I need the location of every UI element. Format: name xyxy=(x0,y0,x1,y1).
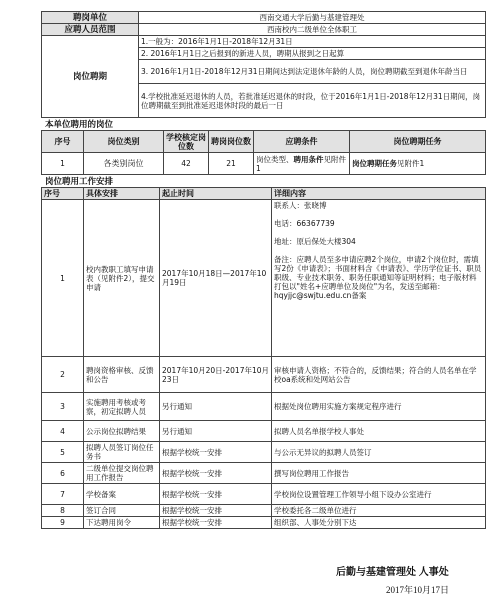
row-detail: 联系人：张晓博 电话：66367739 地址：原后保处大楼304 备注：应聘人员至多申请应聘2个岗位，申请2个岗位时，需填写2份《申请表》；书面材料含《申请表》、学历学位证书、职员职级、专业技术职务、职务任职通知等证明材料；电子版材料打包以"姓名+应聘单位及岗位"为名，发送至邮箱：hqyjjc@swjtu.edu.cn备案 xyxy=(272,200,486,357)
positions-header-no: 序号 xyxy=(42,131,84,153)
schedule-section-title: 岗位聘用工作安排 xyxy=(45,176,114,186)
document-date: 2017年10月17日 xyxy=(386,585,450,595)
positions-header-approved: 学校核定岗位数 xyxy=(164,131,209,153)
table-row xyxy=(42,463,486,484)
row-no: 7 xyxy=(42,484,84,505)
table-row xyxy=(42,505,486,517)
row-time: 根据学校统一安排 xyxy=(160,463,272,484)
period-item-3: 3. 2016年1月1日-2018年12月31日期间达到法定退休年龄的人员，岗位聘期截至到退休年龄当日 xyxy=(139,60,486,84)
positions-row-category: 各类别岗位 xyxy=(84,153,164,175)
row-detail: 根据处岗位聘用实施方案规定程序进行 xyxy=(272,393,486,421)
row-detail: 学校委托各二级单位进行 xyxy=(272,505,486,517)
schedule-header-time: 起止时间 xyxy=(160,188,272,200)
row-time: 2017年10月18日—2017年10月19日 xyxy=(160,200,272,357)
row-detail: 学校岗位设置管理工作领导小组下设办公室进行 xyxy=(272,484,486,505)
schedule-header-task: 具体安排 xyxy=(84,188,160,200)
schedule-header-detail: 详细内容 xyxy=(272,188,486,200)
row-time: 2017年10月20日-2017年10月23日 xyxy=(160,357,272,393)
row-no: 2 xyxy=(42,357,84,393)
row-detail: 审核申请人资格；不符合的，反馈结果；符合的人员名单在学校oa系统和处网站公告 xyxy=(272,357,486,393)
row-time: 根据学校统一安排 xyxy=(160,442,272,463)
row-detail: 组织部、人事处分别下达 xyxy=(272,517,486,529)
scope-label: 应聘人员范围 xyxy=(42,24,139,36)
row-task: 校内教职工填写申请表（见附件2），提交申请 xyxy=(84,200,160,357)
row-time: 根据学校统一安排 xyxy=(160,517,272,529)
unit-value: 西南交通大学后勤与基建管理处 xyxy=(139,12,486,24)
row-detail: 与公示无异议的拟聘人员签订 xyxy=(272,442,486,463)
row-no: 9 xyxy=(42,517,84,529)
row-task: 公示岗位拟聘结果 xyxy=(84,421,160,442)
row-no: 6 xyxy=(42,463,84,484)
positions-header-condition: 应聘条件 xyxy=(254,131,350,153)
period-label: 岗位聘期 xyxy=(42,36,139,118)
table-row xyxy=(42,484,486,505)
condition-bold: 聘用条件 xyxy=(293,154,324,164)
positions-row-no: 1 xyxy=(42,153,84,175)
period-item-1: 1.一般为：2016年1月1日-2018年12月31日 xyxy=(139,36,486,48)
table-row xyxy=(42,393,486,421)
positions-header-task: 岗位聘期任务 xyxy=(350,131,486,153)
table-row xyxy=(42,517,486,529)
row-time: 另行通知 xyxy=(160,393,272,421)
row-task: 实施聘用考核或考察，初定拟聘人员 xyxy=(84,393,160,421)
period-item-2: 2. 2016年1月1日之后报到的新进人员，聘期从报到之日起算 xyxy=(139,48,486,60)
condition-suffix: 见附件1 xyxy=(256,154,346,173)
row-time: 根据学校统一安排 xyxy=(160,484,272,505)
positions-table xyxy=(41,130,486,175)
row-time: 另行通知 xyxy=(160,421,272,442)
row-task: 聘岗资格审核、反馈和公告 xyxy=(84,357,160,393)
table-row xyxy=(42,200,486,357)
positions-row-task xyxy=(350,153,486,175)
row-task: 拟聘人员签订岗位任务书 xyxy=(84,442,160,463)
unit-label: 聘岗单位 xyxy=(42,12,139,24)
schedule-table xyxy=(41,187,486,529)
signature: 后勤与基建管理处 人事处 xyxy=(336,567,449,578)
schedule-header-no: 序号 xyxy=(42,188,84,200)
positions-row-hired: 21 xyxy=(209,153,254,175)
info-table xyxy=(41,11,486,118)
task-bold: 岗位聘期任务 xyxy=(352,159,397,168)
row-no: 8 xyxy=(42,505,84,517)
scope-value: 西南校内二级单位全体职工 xyxy=(139,24,486,36)
table-row xyxy=(42,421,486,442)
condition-prefix: 岗位类型、 xyxy=(256,154,294,164)
row-task: 二级单位提交岗位聘用工作报告 xyxy=(84,463,160,484)
row-task: 签订合同 xyxy=(84,505,160,517)
positions-header-hired: 聘岗岗位数 xyxy=(209,131,254,153)
table-row xyxy=(42,442,486,463)
row-no: 5 xyxy=(42,442,84,463)
row-detail: 撰写岗位聘用工作报告 xyxy=(272,463,486,484)
row-no: 3 xyxy=(42,393,84,421)
positions-row-condition xyxy=(254,153,350,175)
row-no: 1 xyxy=(42,200,84,357)
task-suffix: 见附件1 xyxy=(397,159,425,168)
row-detail: 拟聘人员名单报学校人事处 xyxy=(272,421,486,442)
positions-header-category: 岗位类别 xyxy=(84,131,164,153)
positions-row-approved: 42 xyxy=(164,153,209,175)
row-no: 4 xyxy=(42,421,84,442)
recruitment-document xyxy=(41,11,486,529)
positions-section-title: 本单位聘用的岗位 xyxy=(45,119,114,129)
row-task: 下达聘用岗令 xyxy=(84,517,160,529)
table-row xyxy=(42,357,486,393)
row-task: 学校备案 xyxy=(84,484,160,505)
row-time: 根据学校统一安排 xyxy=(160,505,272,517)
period-item-4: 4.学校批准延迟退休的人员，若批准延迟退休的时段，位于2016年1月1日-2018年12月31日期间，岗位聘期截至到批准延迟退休时段的最后一日 xyxy=(139,84,486,118)
left-margin xyxy=(0,0,33,600)
